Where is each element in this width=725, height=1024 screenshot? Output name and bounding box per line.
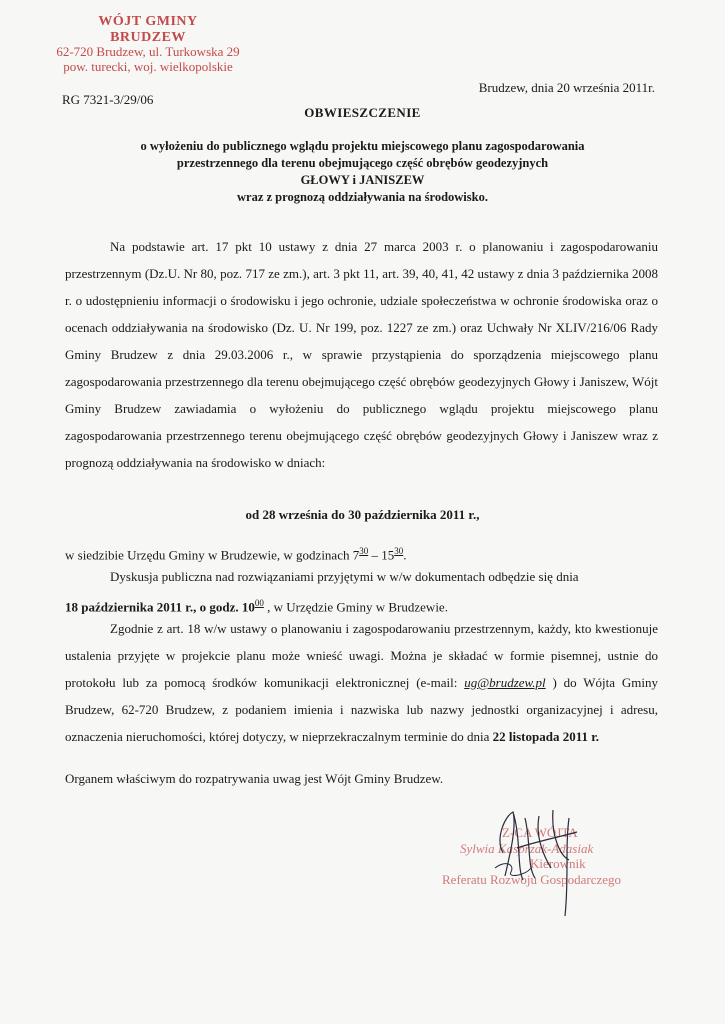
document-title: OBWIESZCZENIE: [304, 105, 421, 120]
signature-stamp-line1: Z-CA WÓJTA: [502, 825, 578, 840]
legal-basis-paragraph: Na podstawie art. 17 pkt 10 ustawy z dnia 27 marca 2003 r. o planowaniu i zagospodarowaniu przestrzennym (Dz.U. Nr 80, poz. 717 ze zm.), art. 3 pkt 11, art. 39, 40, 41, 42 ustawy z dnia 3 października 2008 r. o udostępnieniu informacji o środowisku i jego ochronie, udziale społeczeństwa w ochronie środowiska oraz o ocenach oddziaływania na środowisko (Dz. U. Nr 199, poz. 1227 ze zm.) oraz Uchwały Nr XLIV/216/06 Rady Gminy Brudzew z dnia 29.03.2006 r., w sprawie przystąpienia do sporządzenia miejscowego planu zagospodarowania przestrzennego dla terenu obejmującego część obrębów geodezyjnych Głowy i Janiszew, Wójt Gminy Brudzew zawiadamia o wyłożeniu do publicznego wglądu projektu miejscowego planu zagospodarowania przestrzennego terenu obejmującego część obrębów geodezyjnych Głowy i Janiszew wraz z prognozą oddziaływania na środowisko w dniach:: [65, 239, 658, 470]
subject-line: GŁOWY i JANISZEW: [300, 172, 425, 187]
inspection-dates: od 28 września do 30 października 2011 r.,: [245, 507, 480, 522]
email-link[interactable]: ug@brudzew.pl: [464, 675, 546, 690]
public-discussion-paragraph: [65, 563, 658, 620]
discussion-date: 18 października 2011 r., o godz. 10: [65, 599, 255, 615]
stamp-title-line2: BRUDZEW: [110, 29, 186, 45]
discussion-text: Dyskusja publiczna nad rozwiązaniami przyjętymi w w/w dokumentach odbędzie się dnia: [110, 569, 579, 584]
signature-stamp-line4: Referatu Rozwoju Gospodarczego: [442, 871, 622, 887]
hours-end-minutes: 30: [394, 546, 404, 556]
hours-start-minutes: 30: [359, 546, 369, 556]
office-hours-end: .: [403, 547, 407, 563]
comments-paragraph: [65, 615, 658, 750]
comments-text: Zgodnie z art. 18 w/w ustawy o planowaniu i zagospodarowaniu przestrzennym, każdy, kto kwestionuje ustalenia przyjęte w projekcie planu może wnieść uwagi. Można je składać w formie pisemnej, ustnie do protokołu lub za pomocą środków komunikacji elektronicznej (e-mail:: [65, 621, 658, 690]
competent-authority-paragraph: Organem właściwym do rozpatrywania uwag jest Wójt Gminy Brudzew.: [65, 771, 444, 786]
hours-dash: – 15: [368, 547, 395, 563]
subject-line: przestrzennego dla terenu obejmującego część obrębów geodezyjnych: [176, 155, 549, 170]
comments-deadline: 22 listopada 2011 r.: [492, 729, 600, 744]
stamp-title-line1: WÓJT GMINY: [98, 14, 198, 29]
subject-line: o wyłożeniu do publicznego wglądu projektu miejscowego planu zagospodarowania: [140, 139, 585, 153]
stamp-address-line2: pow. turecki, woj. wielkopolskie: [63, 58, 233, 74]
subject-line: wraz z prognozą oddziaływania na środowisko.: [237, 189, 488, 204]
place-date: Brudzew, dnia 20 września 2011r.: [478, 80, 655, 95]
stamp-address-line1: 62-720 Brudzew, ul. Turkowska 29: [56, 44, 240, 60]
document-subject: [80, 138, 645, 206]
signature-stamp-line3: Kierownik: [530, 856, 586, 872]
handwritten-signature: [465, 798, 615, 923]
discussion-minutes: 00: [254, 598, 264, 608]
discussion-place: , w Urzędzie Gminy w Brudzewie.: [263, 599, 448, 615]
signature-stamp-line2: Sylwia Kasprzak-Adasiak: [460, 840, 594, 856]
municipality-stamp: [28, 14, 268, 74]
comments-text-cont: ) do Wójta Gminy Brudzew, 62-720 Brudzew, z podaniem imienia i nazwiska lub nazwy jednostki organizacyjnej i adresu, oznaczenia nieruchomości, której dotyczy, w nieprzekraczalnym terminie do dnia: [65, 675, 658, 744]
office-hours-text: w siedzibie Urzędu Gminy w Brudzewie, w godzinach 7: [65, 547, 360, 563]
reference-number: RG 7321-3/29/06: [62, 92, 154, 107]
